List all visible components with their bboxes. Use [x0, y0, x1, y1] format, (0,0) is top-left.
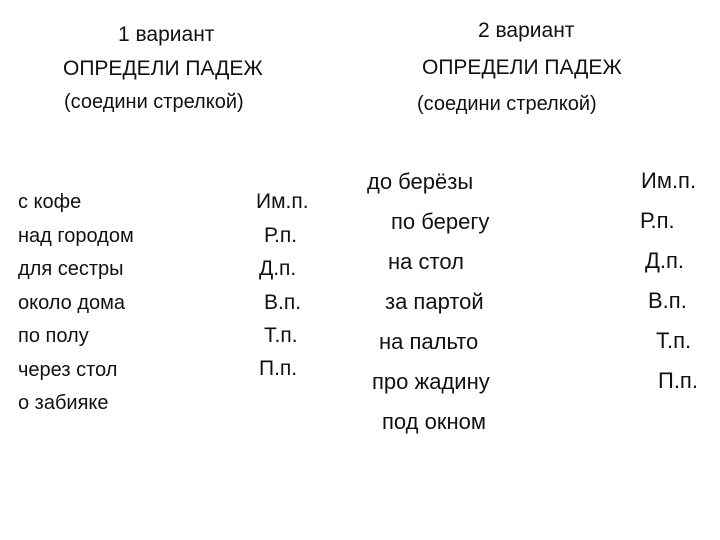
variant1-phrase[interactable]: через стол	[18, 359, 118, 381]
variant2-case[interactable]: Р.п.	[640, 208, 675, 233]
variant2-phrase[interactable]: на пальто	[379, 329, 479, 354]
variant1-phrase[interactable]: над городом	[18, 225, 134, 247]
variant1-case[interactable]: Т.п.	[264, 324, 298, 347]
variant1-title: 1 вариант	[118, 23, 215, 46]
variant1-case[interactable]: Р.п.	[264, 224, 298, 247]
variant2-task: ОПРЕДЕЛИ ПАДЕЖ	[422, 56, 622, 79]
variant2-phrase[interactable]: про жадину	[372, 369, 490, 394]
variant1-case[interactable]: П.п.	[259, 357, 298, 380]
variant2-title: 2 вариант	[478, 19, 575, 42]
variant1-phrase[interactable]: о забияке	[18, 392, 109, 414]
variant1-case[interactable]: В.п.	[264, 291, 302, 314]
variant1-phrase[interactable]: с кофе	[18, 191, 82, 213]
variant2-case[interactable]: Им.п.	[641, 168, 697, 193]
variant2-phrase[interactable]: по берегу	[391, 209, 490, 234]
variant2-case[interactable]: П.п.	[658, 368, 698, 393]
variant1-case[interactable]: Им.п.	[256, 190, 309, 213]
variant1-phrase[interactable]: по полу	[18, 325, 89, 347]
variant1-phrase[interactable]: для сестры	[18, 258, 124, 280]
variant1-task: ОПРЕДЕЛИ ПАДЕЖ	[63, 57, 263, 80]
variant2-phrase[interactable]: на стол	[388, 249, 464, 274]
variant1-phrase[interactable]: около дома	[18, 292, 126, 314]
variant2-case[interactable]: Т.п.	[656, 328, 692, 353]
variant2-phrase[interactable]: за партой	[385, 289, 484, 314]
variant1-hint: (соедини стрелкой)	[64, 91, 244, 113]
variant1-case[interactable]: Д.п.	[259, 257, 297, 280]
variant2-case[interactable]: Д.п.	[645, 248, 685, 273]
variant2-case[interactable]: В.п.	[648, 288, 687, 313]
variant2-hint: (соедини стрелкой)	[417, 93, 597, 115]
variant2-phrase[interactable]: под окном	[382, 409, 486, 434]
variant2-phrase[interactable]: до берёзы	[367, 169, 474, 194]
